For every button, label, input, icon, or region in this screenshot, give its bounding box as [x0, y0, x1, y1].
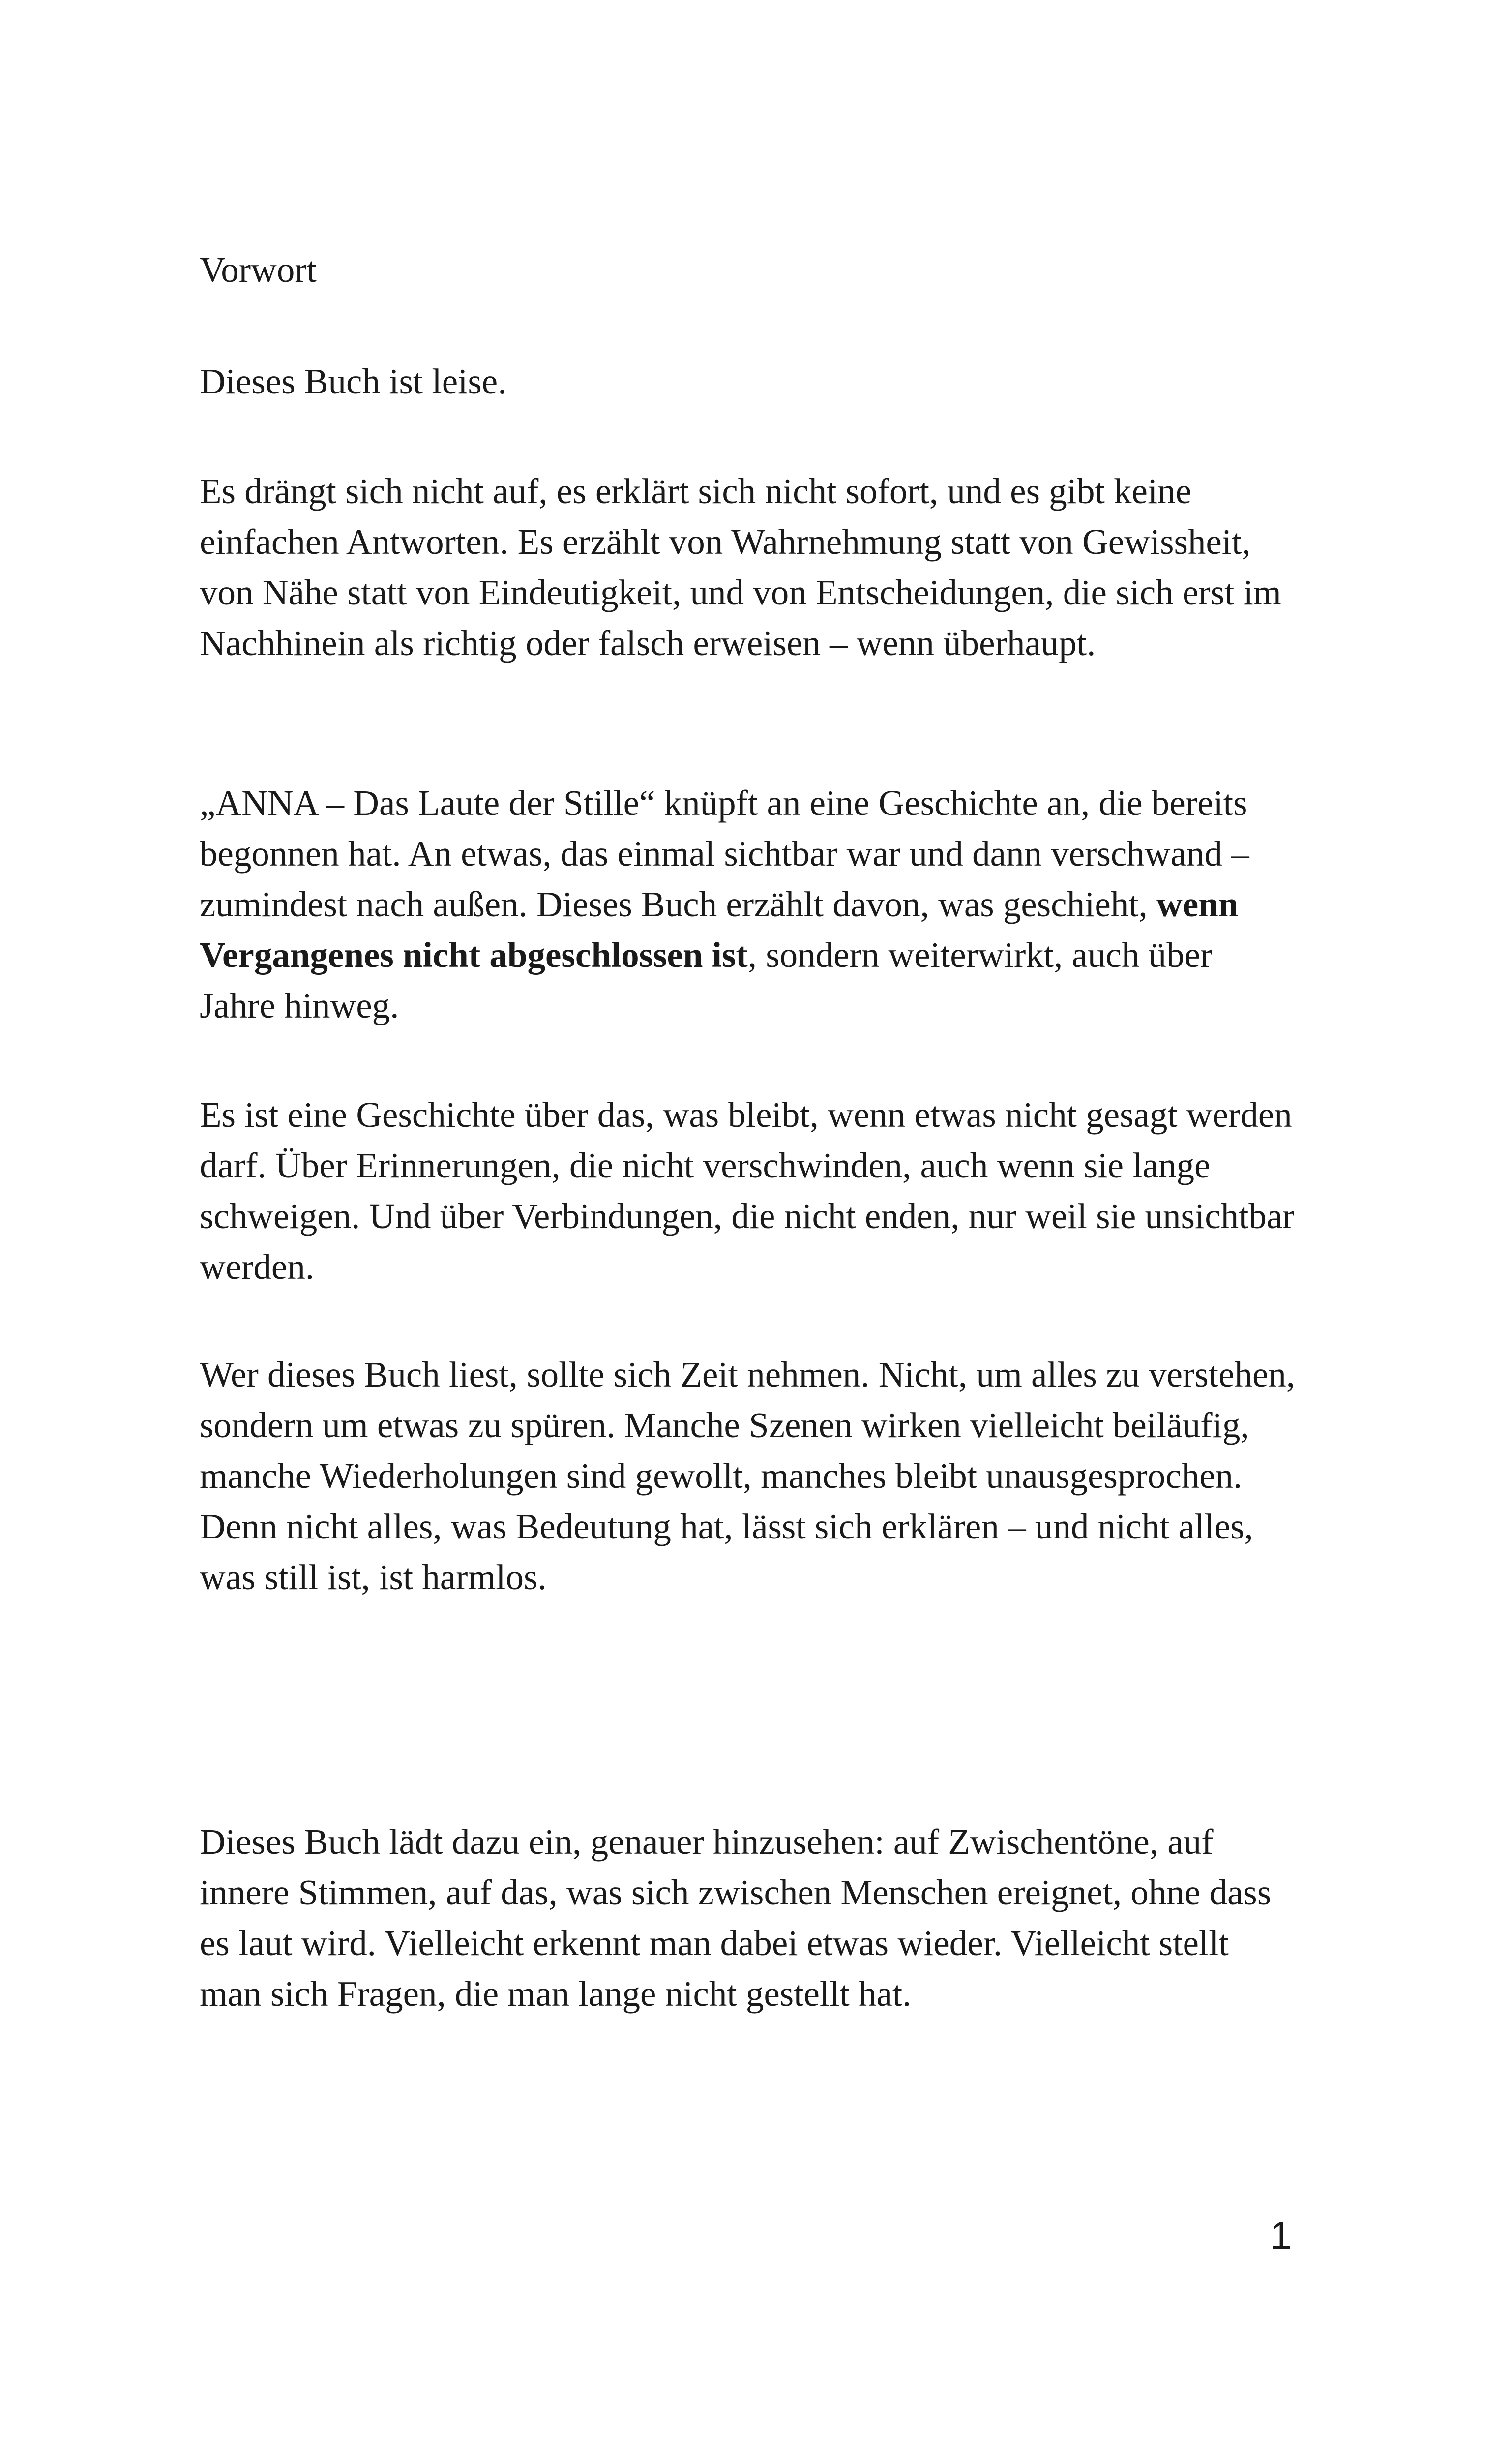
paragraph-3: [200, 778, 1296, 1031]
paragraph-3-text-start: „ANNA – Das Laute der Stille“ knüpft an eine Geschichte an, die bereits begonnen hat. An etwas, das einmal sichtbar war und dann verschwand – zumindest nach außen. Dieses Buch erzählt davon, was geschieht,: [200, 783, 1249, 924]
paragraph-2: Es drängt sich nicht auf, es erklärt sich nicht sofort, und es gibt keine einfachen Antworten. Es erzählt von Wahrnehmung statt von Gewissheit, von Nähe statt von Eindeutigkeit, und von Entscheidungen, die sich erst im Nachhinein als richtig oder falsch erweisen – wenn überhaupt.: [200, 471, 1281, 663]
paragraph-1: Dieses Buch ist leise.: [200, 362, 507, 401]
paragraph-4: Es ist eine Geschichte über das, was bleibt, wenn etwas nicht gesagt werden darf. Über Erinnerungen, die nicht verschwinden, auch wenn sie lange schweigen. Und über Verbindungen, die nicht enden, nur weil sie unsichtbar werden.: [200, 1095, 1295, 1287]
page-number: 1: [1270, 2213, 1292, 2257]
paragraph-5: Wer dieses Buch liest, sollte sich Zeit nehmen. Nicht, um alles zu verstehen, sondern um etwas zu spüren. Manche Szenen wirken vielleicht beiläufig, manche Wiederholungen sind gewollt, manches bleibt unausgesprochen. Denn nicht alles, was Bedeutung hat, lässt sich erklären – und nicht alles, was still ist, ist harmlos.: [200, 1355, 1296, 1597]
section-heading: Vorwort: [200, 250, 317, 290]
paragraph-6: Dieses Buch lädt dazu ein, genauer hinzusehen: auf Zwischentöne, auf innere Stimmen, auf das, was sich zwischen Menschen ereignet, ohne dass es laut wird. Vielleicht erkennt man dabei etwas wieder. Vielleicht stellt man sich Fragen, die man lange nicht gestellt hat.: [200, 1822, 1272, 2014]
paragraph-3-bold-text: wenn Vergangenes nicht abgeschlossen ist: [200, 884, 1239, 975]
paragraph-3-text-end: , sondern weiterwirkt, auch über Jahre hinweg.: [200, 935, 1213, 1025]
